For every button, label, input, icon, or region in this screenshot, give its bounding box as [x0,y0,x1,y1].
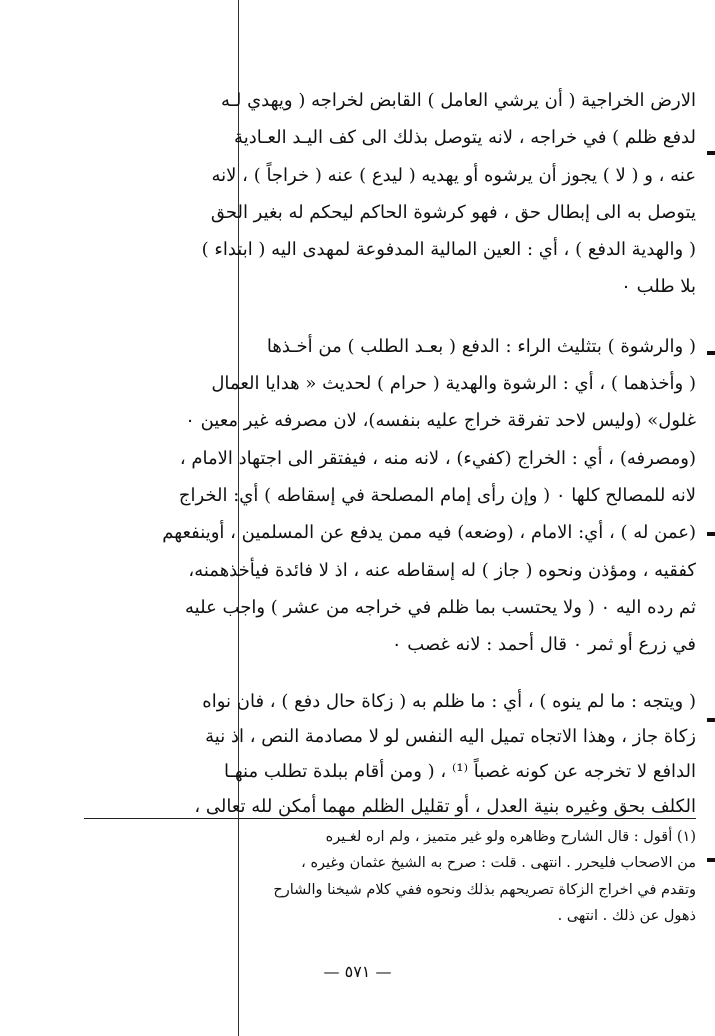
text-line: الارض الخراجية ( أن يرشي العامل ) القابض لخراجه ( ويهدي لـه [220,90,696,111]
edge-mark [707,151,715,155]
page-number: — ٥٧١ — [323,962,392,981]
text-line: زكاة جاز ، وهذا الاتجاه تميل اليه النفس لو لا مصادمة النص ، اذ نية [205,726,696,748]
text-line: الدافع لا تخرجه عن كونه غصباً ⁽¹⁾ ، ( ومن أقام ببلدة تطلب منهـا [223,761,696,783]
footnote-line: (١) أقول : قال الشارح وظاهره ولو غير متميز ، ولم اره لغـيره [325,829,696,845]
text-line: ( وأخذهما ) ، أي : الرشوة والهدية ( حرام ) لحديث « هدايا العمال [211,373,696,395]
paragraph [84,328,696,664]
text-line: غلول» (وليس لاحد تفرقة خراج عليه بنفسه)، لان مصرفه غير معين ٠ [185,410,696,432]
paragraph [84,82,696,306]
text-line: ( والهدية الدفع ) ، أي : العين المالية المدفوعة لمهدى اليه ( ابتداء ) [201,239,696,261]
edge-mark [707,858,715,862]
text-line: يتوصل به الى إبطال حق ، فهو كرشوة الحاكم ليحكم له بغير الحق [210,201,696,223]
text-line: ثم رده اليه ٠ ( ولا يحتسب بما ظلم في خراجه من عشر ) واجب عليه [185,596,696,618]
paragraph [84,685,696,824]
edge-mark [707,351,715,355]
footnote-line: وتقدم في اخراج الزكاة تصريحهم بذلك ونحوه ففي كلام شيخنا والشارح [273,881,696,898]
footnotes [84,824,696,929]
edge-mark [707,718,715,722]
paragraph-gap [84,306,696,328]
text-line: لدفع ظلم ) في خراجه ، لانه يتوصل بذلك الى كف اليـد العـادية [234,127,696,149]
text-line: الكلف بحق وغيره بنية العدل ، أو تقليل الظلم مهما أمكن لله تعالى ، [194,795,696,817]
text-line: (عمن له ) ، أي: الامام ، (وضعه) فيه ممن يدفع عن المسلمين ، أوينفعهم [162,522,696,544]
paragraph-gap [84,663,696,685]
text-line: ( والرشوة ) بتثليث الراء : الدفع ( بعـد الطلب ) من أخـذها [266,335,696,357]
footnote-divider [84,818,696,819]
footnote-line: ذهول عن ذلك . انتهى . [557,907,696,924]
edge-mark [707,532,715,536]
text-line: ( ويتجه : ما لم ينوه ) ، أي : ما ظلم به ( زكاة حال دفع ) ، فان نواه [202,691,696,713]
text-line: (ومصرفه) ، أي : الخراج (كفيء) ، لانه منه ، فيفتقر الى اجتهاد الامام ، [179,447,696,469]
footnote-line: من الاصحاب فليحرر . انتهى . قلت : صرح به الشيخ عثمان وغيره ، [301,855,696,872]
text-line: في زرع أو ثمر ٠ قال أحمد : لانه غصب ٠ [391,634,696,656]
text-line: لانه للمصالح كلها ٠ ( وإن رأى إمام المصلحة في إسقاطه ) أي: الخراج [178,484,696,506]
text-line: كفقيه ، ومؤذن ونحوه ( جاز ) له إسقاطه عنه ، اذ لا فائدة فيأخذهمنه، [188,559,696,581]
main-text [84,82,696,825]
text-line: بلا طلب ٠ [621,276,696,298]
text-line: عنه ، و ( لا ) يجوز أن يرشوه أو يهديه ( ليدع ) عنه ( خراجاً ) ، لانه [211,164,696,186]
